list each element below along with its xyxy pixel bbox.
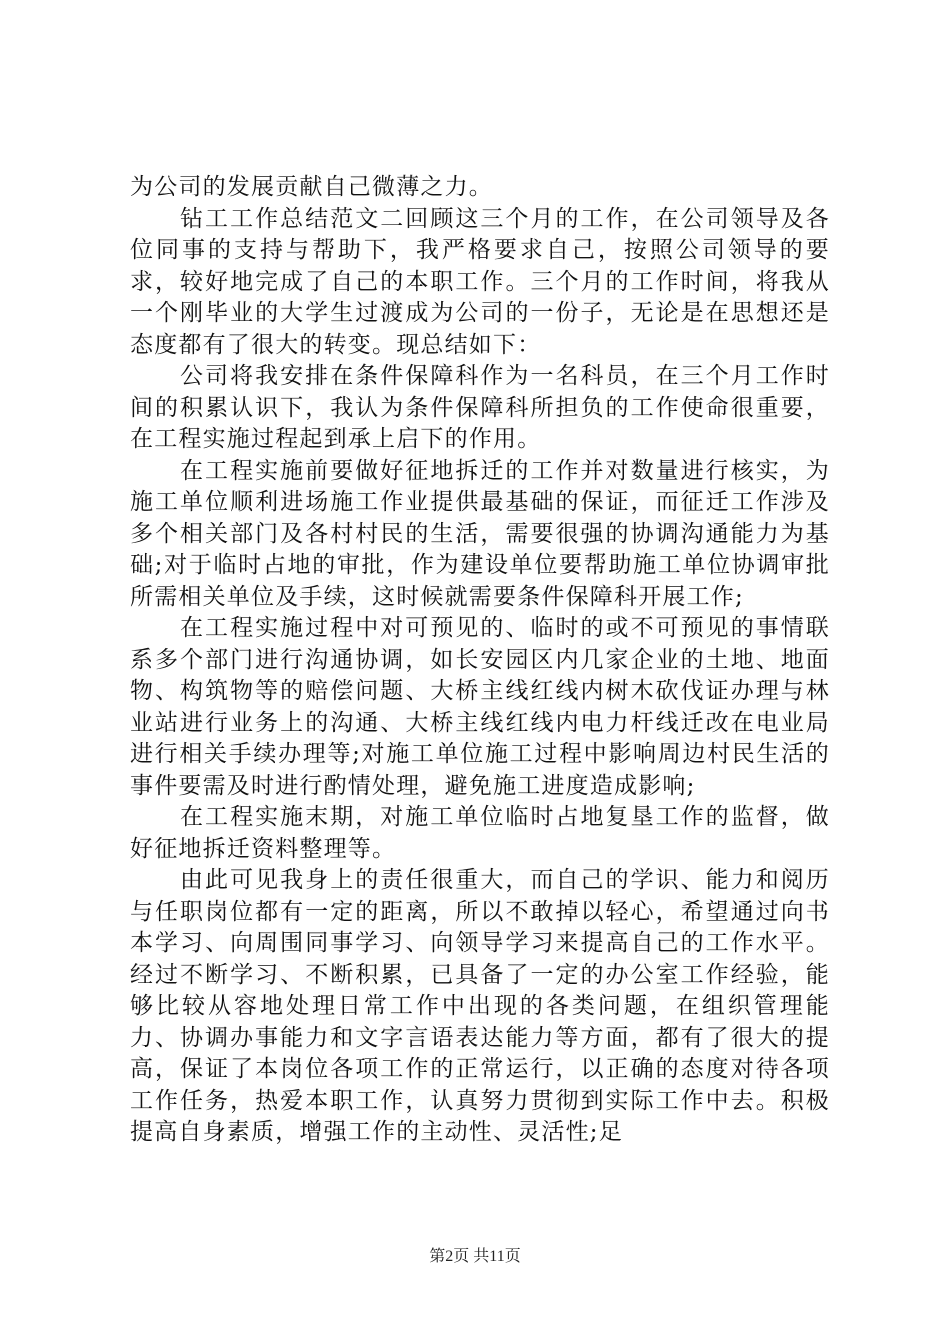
paragraph-continuation: 为公司的发展贡献自己微薄之力。: [130, 174, 493, 200]
paragraph: 公司将我安排在条件保障科作为一名科员，在三个月工作时间的积累认识下，我认为条件保障科所担负的工作使命很重要，在工程实施过程起到承上启下的作用。: [130, 363, 830, 452]
paragraph: 钻工工作总结范文二回顾这三个月的工作，在公司领导及各位同事的支持与帮助下，我严格要求自己，按照公司领导的要求，较好地完成了自己的本职工作。三个月的工作时间，将我从一个刚毕业的大学生过渡成为公司的一份子，无论是在思想还是态度都有了很大的转变。现总结如下：: [130, 205, 830, 358]
page-number-footer: 第2页 共11页: [429, 1248, 521, 1265]
paragraph: 在工程实施末期，对施工单位临时占地复垦工作的监督，做好征地拆迁资料整理等。: [130, 804, 830, 862]
paragraph: 在工程实施前要做好征地拆迁的工作并对数量进行核实，为施工单位顺利进场施工作业提供最基础的保证，而征迁工作涉及多个相关部门及各村村民的生活，需要很强的协调沟通能力为基础;对于临时占地的审批，作为建设单位要帮助施工单位协调审批所需相关单位及手续，这时候就需要条件保障科开展工作;: [130, 457, 830, 610]
paragraph: 在工程实施过程中对可预见的、临时的或不可预见的事情联系多个部门进行沟通协调，如长安园区内几家企业的土地、地面物、构筑物等的赔偿问题、大桥主线红线内树木砍伐证办理与林业站进行业务上的沟通、大桥主线红线内电力杆线迁改在电业局进行相关手续办理等;对施工单位施工过程中影响周边村民生活的事件要需及时进行酌情处理，避免施工进度造成影响;: [130, 615, 830, 799]
document-body: [130, 172, 830, 1149]
paragraph: 由此可见我身上的责任很重大，而自己的学识、能力和阅历与任职岗位都有一定的距离，所以不敢掉以轻心，希望通过向书本学习、向周围同事学习、向领导学习来提高自己的工作水平。经过不断学习、不断积累，已具备了一定的办公室工作经验，能够比较从容地处理日常工作中出现的各类问题，在组织管理能力、协调办事能力和文字言语表达能力等方面，都有了很大的提高，保证了本岗位各项工作的正常运行，以正确的态度对待各项工作任务，热爱本职工作，认真努力贯彻到实际工作中去。积极提高自身素质，增强工作的主动性、灵活性;足: [130, 867, 830, 1145]
